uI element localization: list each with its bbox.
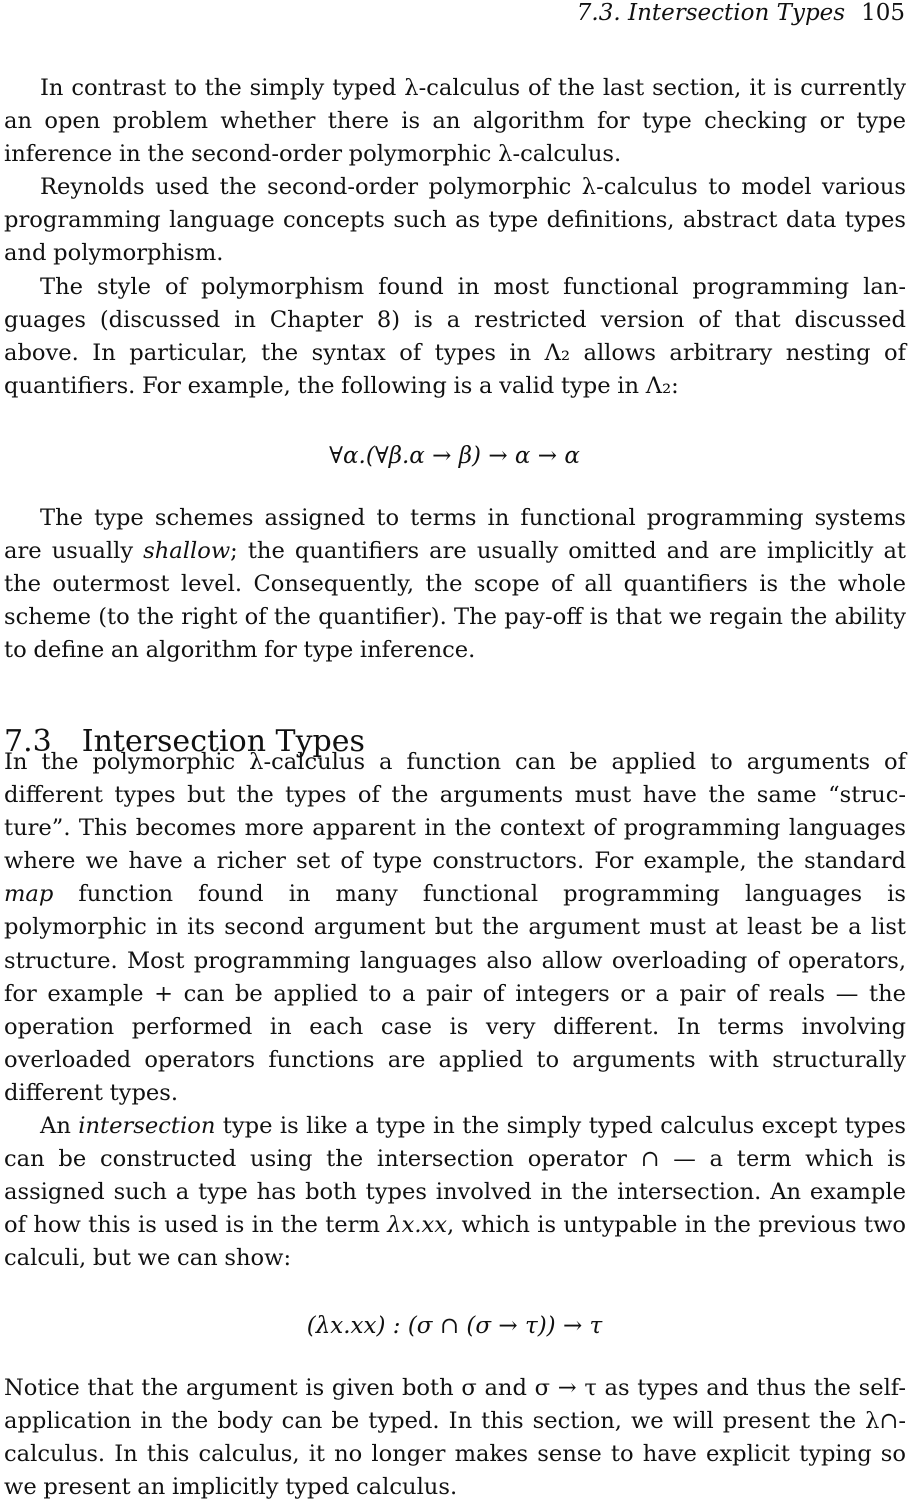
emphasis-map: map [4,881,54,908]
term-self-application: λx.xx [387,1212,448,1239]
paragraph-shallow-schemes [4,502,906,667]
closing-paragraph-block [4,1372,906,1504]
display-formula-quantifiers: ∀α.(∀β.α → β) → α → α [329,443,580,469]
paragraph-polymorphic-structure [4,746,906,1110]
paragraph-polymorphism-style: The style of polymorphism found in most functional programming languages (discussed in Chapter 8) is a restricted version of that discussed above. In particular, the syntax of types in Λ₂ allows arbitrary nesting of quantifiers. For example, the following is a valid type in Λ₂: [4,273,906,399]
shallow-paragraph-block [4,502,906,667]
running-head [577,0,905,26]
display-formula-self-application: (λx.xx) : (σ ∩ (σ → τ)) → τ [306,1313,603,1339]
paragraph-text: An [40,1113,79,1140]
paragraph-text: The type schemes assigned to terms in functional programming systems are usually [4,505,906,565]
emphasis-shallow: shallow [143,538,231,565]
paragraph-text: ; the quantifiers are usually omitted and are implicitly at the outermost level. Consequently, the scope of all quantifiers is the whole scheme (to the right of the quantifier). The pay-off is that we regain the ability to define an algorithm for type inference. [4,538,907,664]
section-title: Intersection Types [81,723,365,759]
section-number: 7.3 [4,723,52,759]
paragraph-text: In the polymorphic λ-calculus a function can be applied to arguments of different types but the types of the arguments must have the same “structure”. This becomes more apparent in the context of programming languages where we have a richer set of type constructors. For example, the standard [4,749,906,875]
paragraph-intersection-type [4,1110,906,1275]
intersection-paragraphs [4,746,906,1276]
paragraph-lambda-intersection: Notice that the argument is given both σ and σ → τ as types and thus the self-application in the body can be typed. In this section, we will present the λ∩-calculus. In this calculus, it no longer makes sense to have explicit typing so we present an implicitly typed calculus. [4,1375,906,1501]
running-head-title: 7.3. Intersection Types [576,0,846,26]
paragraph-text: type is like a type in the simply typed calculus except types can be constructed using the intersection operator ∩ — a term which is assigned such a type has both types involved in the intersection. An example of how this is used is in the term [4,1113,906,1239]
opening-paragraphs [4,72,906,403]
paragraph-text: , which is untypable in the previous two calculi, but we can show: [4,1212,907,1272]
page-number: 105 [861,0,905,26]
paragraph-text: function found in many functional programming languages is polymorphic in its second argument but the argument must at least be a list structure. Most programming languages also allow overloading of operators, for example + can be applied to a pair of integers or a pair of reals — the operation performed in each case is very different. In terms involving overloaded operators functions are applied to arguments with structurally different types. [4,881,906,1106]
paragraph-type-checking: In contrast to the simply typed λ-calculus of the last section, it is currently an open problem whether there is an algorithm for type checking or type inference in the second-order polymorphic λ-calculus. [4,75,906,168]
emphasis-intersection: intersection [78,1113,216,1140]
paragraph-reynolds: Reynolds used the second-order polymorphic λ-calculus to model various programming language concepts such as type definitions, abstract data types and polymorphism. [4,174,906,267]
